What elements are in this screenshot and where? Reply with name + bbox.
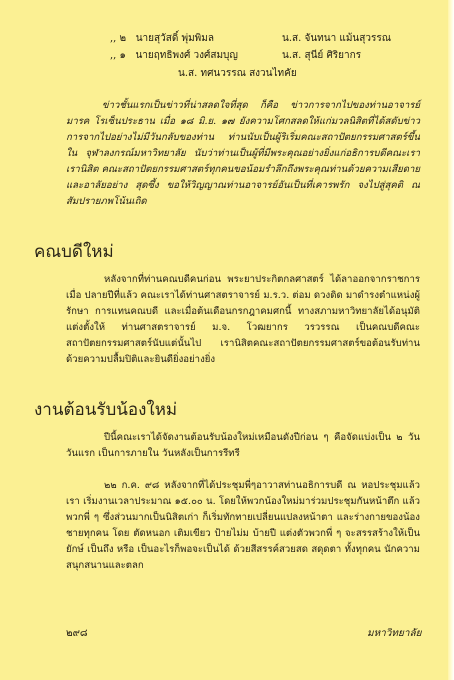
name-row-1-right <box>282 33 391 45</box>
name-row-3-name: น.ส. ทศนวรรณ สงวนไทคัย <box>178 68 297 79</box>
section-heading-freshmen-welcome: งานต้อนรับน้องใหม่ <box>34 400 178 420</box>
name-row-2-left: นายฤทธิพงศ์ วงศ์สมบุญ <box>135 50 238 61</box>
name-row-2-prefix: ,, ๑ <box>110 50 126 61</box>
name-row-2-right <box>282 50 361 62</box>
name-row-2 <box>110 50 238 62</box>
name-row-1-left: นายสุวัสดิ์ พุ่มพิมล <box>135 33 214 44</box>
section-new-dean-paragraph: หลังจากที่ท่านคณบดีคนก่อน พระยาประกิตกลศาสตร์ ได้ลาออกจากราชการเมื่อ ปลายปีที่แล้ว คณะเราได้ท่านศาสตราจารย์ ม.ร.ว. ต่อม ดวงดิด มาดำรงตำแหน่งผู้รักษา การแทนคณบดี และเมื่อต้นเดือนกรกฎาคมศกนี้ ทางสภามหาวิทยาลัยได้อนุมัติ แต่งตั้งให้ ท่านศาสตราจารย์ ม.จ. โวฒยากร วรวรรณ เป็นคณบดีคณะสถาปัตยกรรมศาสตร์นับแต่นั้นไป เรานิสิตคณะสถาปัตยกรรมศาสตร์ขอต้อนรับท่านด้วยความปลื้มปิติและยินดียิ่งอย่างยิ่ง <box>66 274 420 365</box>
section-heading-new-dean: คณบดีใหม่ <box>34 242 114 262</box>
intro-paragraph: ข่าวชั้นแรกเป็นข่าวที่น่าสลดใจที่สุด ก็คือ ข่าวการจากไปของท่านอาจารย์ มารค โรเซ็นประธาน เมื่อ ๑๘ มิ.ย. ๑๗ ยังความโศกสลดให้แก่มวลนิสิตที่ได้สดับข่าว การจากไปอย่างไม่มีวันกลับของท่าน ท่านนับเป็นผู้ริเริ่มคณะสถาปัตยกรรมศาสตร์ขึ้นใน จุฬาลงกรณ์มหาวิทยาลัย นับว่าท่านเป็นผู้ที่มีพระคุณอย่างยิ่งแก่อธิการบดีคณะเรา เรานิสิต คณะสถาปัตยกรรมศาสตร์ทุกคนขอน้อมรำลึกถึงพระคุณท่านด้วยความเสียดายและอาลัยอย่าง สุดซึ้ง ขอให้วิญญาณท่านอาจารย์อันเป็นที่เคารพรัก จงไปสู่สุคติ ณ สัมปรายภพโน้นเถิด <box>66 100 420 207</box>
name-row-2-right-name: น.ส. สุนีย์ ศิริยากร <box>282 50 362 61</box>
name-row-1-right-name: น.ส. จันทนา แม้นสุวรรณ <box>282 33 392 44</box>
section-freshmen-paragraph-1: ปีนี้คณะเราได้จัดงานต้อนรับน้องใหม่เหมือนดังปีก่อน ๆ คือจัดแบ่งเป็น ๒ วัน วันแรก เป็นการภายใน วันหลังเป็นการรีทรี <box>66 432 420 459</box>
page-number: ๒๙๘ <box>66 628 88 639</box>
footer-title: มหาวิทยาลัย <box>367 628 422 639</box>
name-row-1-prefix: ,, ๒ <box>110 33 127 44</box>
page-edge <box>448 0 454 680</box>
name-row-1 <box>110 33 214 45</box>
section-freshmen-paragraph-2: ๒๒ ก.ค. ๙๘ หลังจากที่ได้ประชุมพี่ๆอาวาสท่านอธิการบดี ณ หอประชุมแล้ว เรา เริ่มงานเวลาประมาณ ๑๕.๐๐ น. โดยให้พวกน้องใหม่มาร่วมประชุมกันหน้าตึก แล้วพวกพี่ ๆ ซึ่งส่วนมากเป็นนิสิตเก่า ก็เริ่มทักทายเปลี่ยนแปลงหน้าตา และร่างกายของน้องชายทุกคน โดย ตัดหนอก เติมเขียว ป้ายไม่ม บ้ายปี แต่งตัวพวกพี่ ๆ จะสรรสร้างให้เป็นยักษ์ เป็นถึง หรือ เป็นอะไรก็พอจะเป็นได้ ด้วยสีสรรค์สวยสด สดุดตา ทั้งทุกคน นักความสนุกสนานและตลก <box>66 480 420 571</box>
name-row-3 <box>178 68 297 80</box>
